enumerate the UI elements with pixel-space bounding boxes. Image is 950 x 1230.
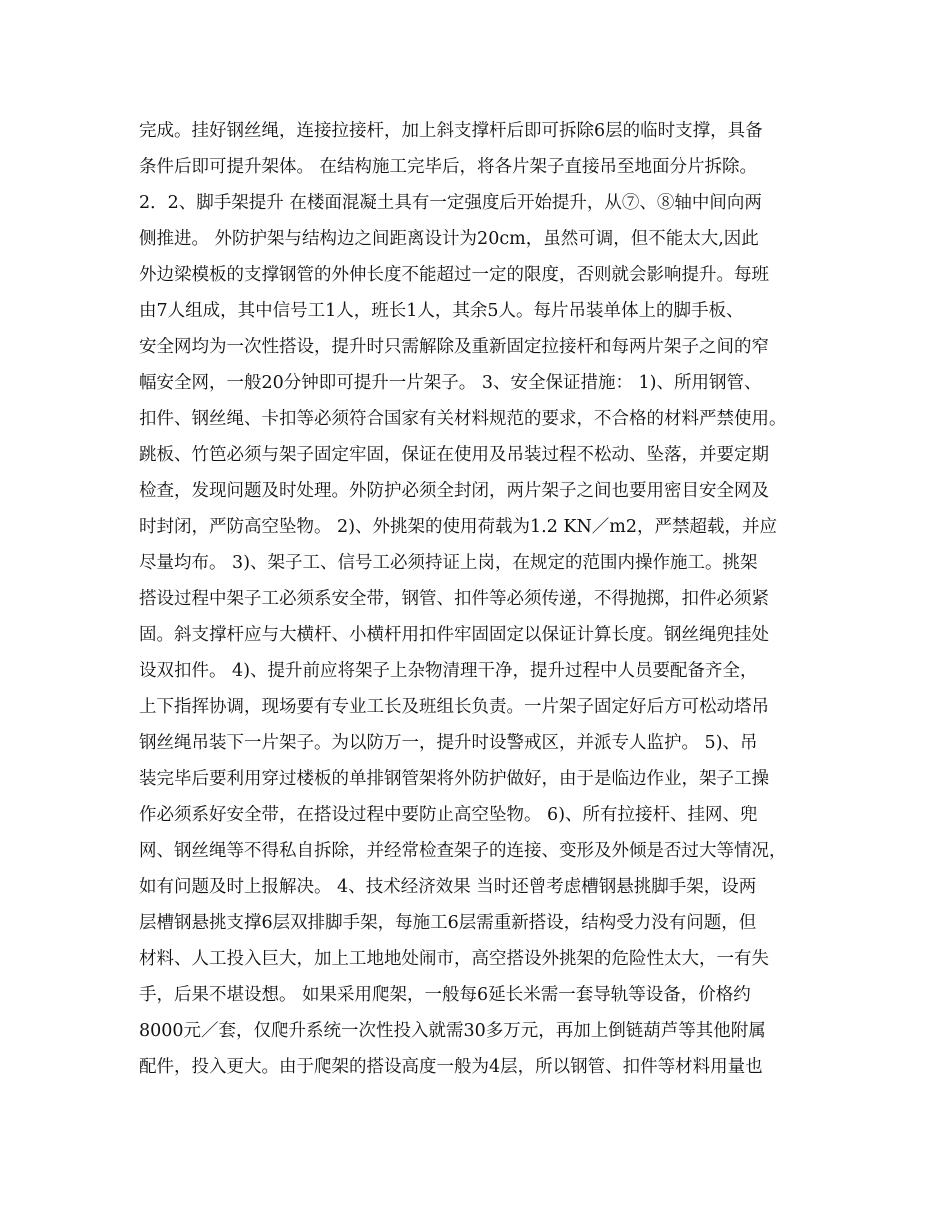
text-line: 侧推进。 外防护架与结构边之间距离设计为20cm，虽然可调，但不能太大,因此 [139, 229, 759, 249]
text-line: 完成。挂好钢丝绳，连接拉接杆，加上斜支撑杆后即可拆除6层的临时支撑，具备 [139, 121, 763, 141]
text-line: 钢丝绳吊装下一片架子。为以防万一，提升时设警戒区，并派专人监护。 5)、吊 [139, 733, 758, 753]
text-line: 如有问题及时上报解决。 4、技术经济效果 当时还曾考虑槽钢悬挑脚手架，设两 [139, 877, 757, 897]
text-line: 时封闭，严防高空坠物。 2)、外挑架的使用荷载为1.2 KN／m2，严禁超载，并应 [139, 517, 778, 537]
text-line: 2．2、脚手架提升 在楼面混凝土具有一定强度后开始提升，从⑦、⑧轴中间向两 [139, 193, 762, 213]
text-line: 装完毕后要利用穿过楼板的单排钢管架将外防护做好，由于是临边作业，架子工操 [139, 769, 769, 789]
text-line: 设双扣件。 4)、提升前应将架子上杂物清理干净，提升过程中人员要配备齐全， [139, 661, 758, 681]
text-line: 由7人组成，其中信号工1人，班长1人，其余5人。每片吊装单体上的脚手板、 [139, 301, 744, 321]
text-line: 条件后即可提升架体。 在结构施工完毕后，将各片架子直接吊至地面分片拆除。 [139, 157, 758, 177]
text-line: 固。斜支撑杆应与大横杆、小横杆用扣件牢固固定以保证计算长度。钢丝绳兜挂处 [139, 625, 769, 645]
text-line: 检查，发现问题及时处理。外防护必须全封闭，两片架子之间也要用密目安全网及 [139, 481, 769, 501]
text-line: 上下指挥协调，现场要有专业工长及班组长负责。一片架子固定好后方可松动塔吊 [139, 697, 769, 717]
text-line: 尽量均布。 3)、架子工、信号工必须持证上岗，在规定的范围内操作施工。挑架 [139, 553, 758, 573]
text-line: 扣件、钢丝绳、卡扣等必须符合国家有关材料规范的要求，不合格的材料严禁使用。 [139, 409, 787, 429]
body-text [139, 113, 829, 1085]
text-line: 层槽钢悬挑支撑6层双排脚手架，每施工6层需重新搭设，结构受力没有问题，但 [139, 913, 757, 933]
text-line: 8000元／套，仅爬升系统一次性投入就需30多万元，再加上倒链葫芦等其他附属 [139, 1021, 766, 1041]
text-line: 跳板、竹笆必须与架子固定牢固，保证在使用及吊装过程不松动、坠落，并要定期 [139, 445, 769, 465]
text-line: 材料、人工投入巨大，加上工地地处闹市，高空搭设外挑架的危险性太大，一有失 [139, 949, 769, 969]
text-line: 手，后果不堪设想。 如果采用爬架，一般每6延长米需一套导轨等设备，价格约 [139, 985, 751, 1005]
text-line: 搭设过程中架子工必须系安全带，钢管、扣件等必须传递，不得抛掷，扣件必须紧 [139, 589, 769, 609]
text-line: 外边梁模板的支撑钢管的外伸长度不能超过一定的限度，否则就会影响提升。每班 [139, 265, 769, 285]
text-line: 幅安全网，一般20分钟即可提升一片架子。 3、安全保证措施： 1)、所用钢管、 [139, 373, 762, 393]
text-line: 安全网均为一次性搭设，提升时只需解除及重新固定拉接杆和每两片架子之间的窄 [139, 337, 769, 357]
text-line: 网、钢丝绳等不得私自拆除，并经常检查架子的连接、变形及外倾是否过大等情况， [139, 841, 787, 861]
text-line: 作必须系好安全带，在搭设过程中要防止高空坠物。 6)、所有拉接杆、挂网、兜 [139, 805, 758, 825]
text-line: 配件，投入更大。由于爬架的搭设高度一般为4层，所以钢管、扣件等材料用量也 [139, 1057, 763, 1077]
